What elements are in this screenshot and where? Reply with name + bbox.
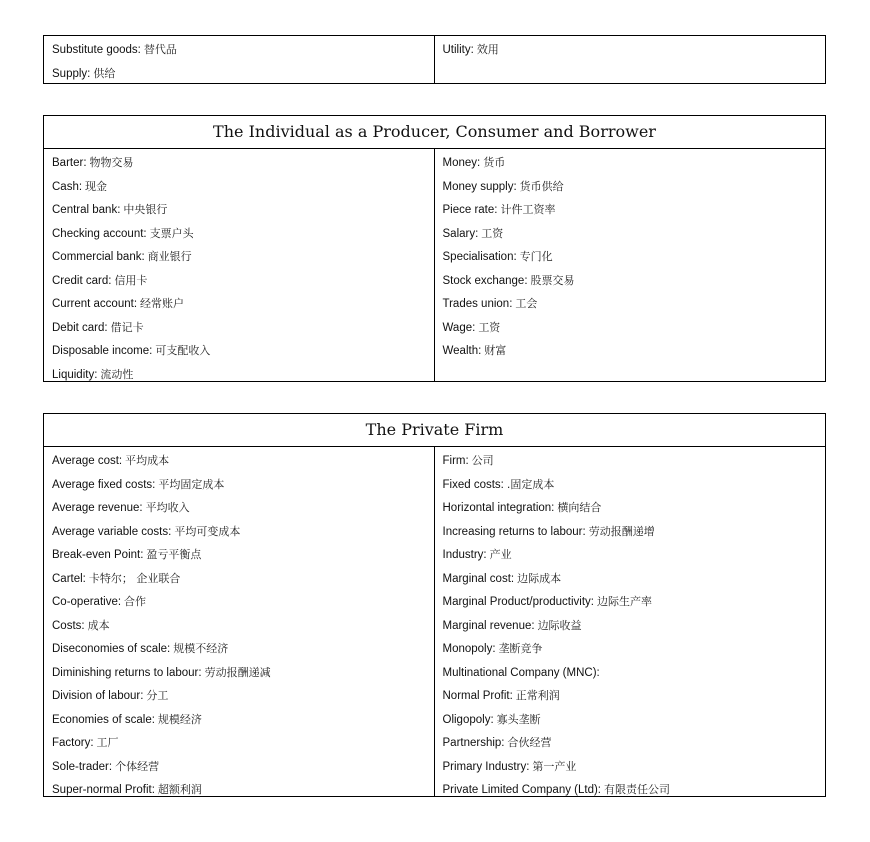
- term: Trades union:: [442, 298, 513, 310]
- translation: 平均可变成本: [174, 524, 241, 538]
- term: Marginal revenue:: [442, 619, 535, 632]
- term: Horizontal integration:: [442, 502, 555, 514]
- translation: 合伙经营: [507, 736, 552, 749]
- term: Costs:: [52, 619, 85, 632]
- term: Barter:: [52, 157, 87, 169]
- translation: .固定成本: [506, 477, 555, 491]
- glossary-row: [44, 543, 434, 567]
- translation: 劳动报酬递增: [588, 524, 655, 538]
- translation: 可支配收入: [155, 344, 211, 357]
- glossary-row: [435, 778, 826, 802]
- translation: 工厂: [96, 736, 119, 749]
- term: Increasing returns to labour:: [442, 525, 586, 538]
- translation: 正常利润: [515, 689, 560, 702]
- glossary-table-individual: [43, 115, 826, 382]
- glossary-row: [44, 175, 434, 199]
- term: Firm:: [442, 455, 469, 467]
- glossary-row: [435, 222, 826, 246]
- glossary-row: [435, 269, 826, 293]
- left-column: [44, 447, 435, 797]
- right-column: [435, 149, 826, 382]
- translation: 物物交易: [89, 156, 134, 169]
- translation: 平均收入: [145, 501, 190, 514]
- right-column: [435, 36, 826, 83]
- glossary-row: [435, 175, 826, 199]
- translation: 边际生产率: [596, 595, 652, 608]
- translation: 商业银行: [147, 250, 192, 263]
- translation: 边际成本: [517, 571, 562, 585]
- translation: 信用卡: [114, 273, 148, 287]
- term: Central bank:: [52, 204, 121, 216]
- translation: 支票户头: [149, 226, 194, 240]
- translation: 规模经济: [157, 712, 202, 726]
- glossary-row: [435, 684, 826, 708]
- glossary-row: [44, 684, 434, 708]
- translation: 工会: [515, 297, 538, 310]
- term: Wealth:: [442, 345, 482, 357]
- term: Partnership:: [442, 737, 505, 749]
- glossary-row: [44, 614, 434, 638]
- glossary-row: [435, 198, 826, 222]
- term: Salary:: [442, 227, 479, 240]
- glossary-row: [435, 292, 826, 316]
- translation: 股票交易: [530, 273, 575, 287]
- term: Private Limited Company (Ltd):: [442, 784, 602, 796]
- term: Division of labour:: [52, 690, 144, 702]
- glossary-row: [435, 637, 826, 661]
- table-title: The Private Firm: [44, 414, 825, 447]
- term: Primary Industry:: [442, 760, 530, 773]
- table-body: [44, 149, 825, 382]
- glossary-row: [44, 245, 434, 269]
- glossary-row: [435, 590, 826, 614]
- glossary-row: [44, 449, 434, 473]
- glossary-row: [44, 637, 434, 661]
- term: Money:: [442, 157, 481, 169]
- glossary-row: [435, 661, 826, 685]
- term: Average variable costs:: [52, 525, 172, 538]
- translation: 成本: [87, 618, 110, 632]
- glossary-row: [44, 755, 434, 779]
- glossary-row: [435, 151, 826, 175]
- term: Commercial bank:: [52, 251, 145, 263]
- translation: 平均固定成本: [158, 477, 225, 491]
- glossary-row: [44, 778, 434, 802]
- glossary-row: [44, 339, 434, 363]
- term: Cartel:: [52, 572, 86, 585]
- term: Wage:: [442, 321, 476, 334]
- term: Debit card:: [52, 321, 108, 334]
- term: Marginal Product/productivity:: [442, 596, 594, 608]
- term: Co-operative:: [52, 596, 122, 608]
- translation: 产业: [489, 548, 512, 561]
- translation: 第一产业: [532, 759, 577, 773]
- glossary-row: [435, 38, 826, 62]
- term: Factory:: [52, 737, 94, 749]
- term: Oligopoly:: [442, 713, 494, 726]
- translation: 规模不经济: [173, 642, 229, 655]
- translation: 盈亏平衡点: [146, 548, 202, 561]
- term: Average revenue:: [52, 502, 143, 514]
- glossary-row: [44, 731, 434, 755]
- term: Economies of scale:: [52, 713, 155, 726]
- glossary-row: [435, 473, 826, 497]
- glossary-row: [44, 292, 434, 316]
- term: Credit card:: [52, 274, 112, 287]
- glossary-row: [44, 38, 434, 62]
- glossary-row: [44, 520, 434, 544]
- glossary-row: [44, 316, 434, 340]
- glossary-row: [435, 520, 826, 544]
- term: Current account:: [52, 298, 138, 310]
- glossary-row: [44, 708, 434, 732]
- term: Substitute goods:: [52, 44, 141, 56]
- translation: 劳动报酬递减: [204, 665, 271, 679]
- glossary-row: [435, 496, 826, 520]
- translation: 合作: [124, 595, 147, 608]
- term: Utility:: [442, 44, 474, 56]
- term: Piece rate:: [442, 204, 498, 216]
- glossary-row: [435, 614, 826, 638]
- translation: 现金: [85, 179, 108, 193]
- translation: 供给: [93, 66, 116, 80]
- term: Money supply:: [442, 180, 517, 193]
- glossary-row: [435, 339, 826, 363]
- term: Sole-trader:: [52, 760, 113, 773]
- glossary-row: [435, 731, 826, 755]
- left-column: [44, 149, 435, 382]
- term: Industry:: [442, 549, 487, 561]
- term: Supply:: [52, 67, 91, 80]
- term: Multinational Company (MNC):: [442, 666, 600, 679]
- translation: 工资: [478, 320, 501, 334]
- term: Disposable income:: [52, 345, 153, 357]
- glossary-row: [44, 269, 434, 293]
- translation: 经常账户: [140, 297, 185, 310]
- term: Checking account:: [52, 227, 147, 240]
- right-column: [435, 447, 826, 797]
- term: Super-normal Profit:: [52, 784, 155, 796]
- translation: 中央银行: [123, 203, 168, 216]
- translation: 个体经营: [115, 759, 160, 773]
- translation: 垄断竞争: [498, 642, 543, 655]
- term: Specialisation:: [442, 251, 517, 263]
- glossary-row: [44, 151, 434, 175]
- glossary-row: [435, 543, 826, 567]
- table-title: The Individual as a Producer, Consumer and Borrower: [44, 116, 825, 149]
- term: Stock exchange:: [442, 274, 528, 287]
- translation: 借记卡: [110, 320, 144, 334]
- translation: 有限责任公司: [604, 783, 671, 796]
- translation: 货币: [483, 156, 506, 169]
- glossary-table-private-firm: [43, 413, 826, 797]
- left-column: [44, 36, 435, 83]
- term: Average fixed costs:: [52, 478, 156, 491]
- term: Cash:: [52, 180, 83, 193]
- translation: 超额利润: [157, 783, 202, 796]
- glossary-row: [44, 661, 434, 685]
- glossary-row: [44, 567, 434, 591]
- glossary-row: [44, 590, 434, 614]
- translation: 横向结合: [557, 501, 602, 514]
- table-body: [44, 36, 825, 83]
- term: Diseconomies of scale:: [52, 643, 171, 655]
- translation: 分工: [146, 689, 169, 702]
- term: Liquidity:: [52, 368, 98, 381]
- table-body: [44, 447, 825, 797]
- glossary-row: [435, 708, 826, 732]
- glossary-row: [44, 473, 434, 497]
- glossary-row: [435, 567, 826, 591]
- term: Break-even Point:: [52, 549, 144, 561]
- translation: 卡特尔； 企业联合: [88, 571, 181, 585]
- glossary-row: [44, 198, 434, 222]
- glossary-row: [435, 755, 826, 779]
- translation: 专门化: [519, 250, 553, 263]
- glossary-row: [435, 245, 826, 269]
- term: Marginal cost:: [442, 572, 515, 585]
- translation: 工资: [481, 226, 504, 240]
- glossary-row: [44, 496, 434, 520]
- term: Average cost:: [52, 455, 123, 467]
- glossary-row: [435, 449, 826, 473]
- glossary-row: [44, 222, 434, 246]
- translation: 边际收益: [537, 618, 582, 632]
- term: Fixed costs:: [442, 478, 504, 491]
- glossary-row: [44, 363, 434, 387]
- term: Diminishing returns to labour:: [52, 666, 202, 679]
- translation: 效用: [476, 43, 499, 56]
- translation: 替代品: [143, 43, 177, 56]
- translation: 货币供给: [519, 179, 564, 193]
- glossary-row: [44, 62, 434, 86]
- term: Monopoly:: [442, 643, 496, 655]
- translation: 计件工资率: [500, 203, 556, 216]
- term: Normal Profit:: [442, 690, 513, 702]
- translation: 公司: [471, 454, 494, 467]
- glossary-table-continued: [43, 35, 826, 84]
- glossary-row: [435, 316, 826, 340]
- translation: 财富: [484, 344, 507, 357]
- translation: 流动性: [100, 367, 134, 381]
- translation: 平均成本: [125, 454, 170, 467]
- translation: 寡头垄断: [496, 712, 541, 726]
